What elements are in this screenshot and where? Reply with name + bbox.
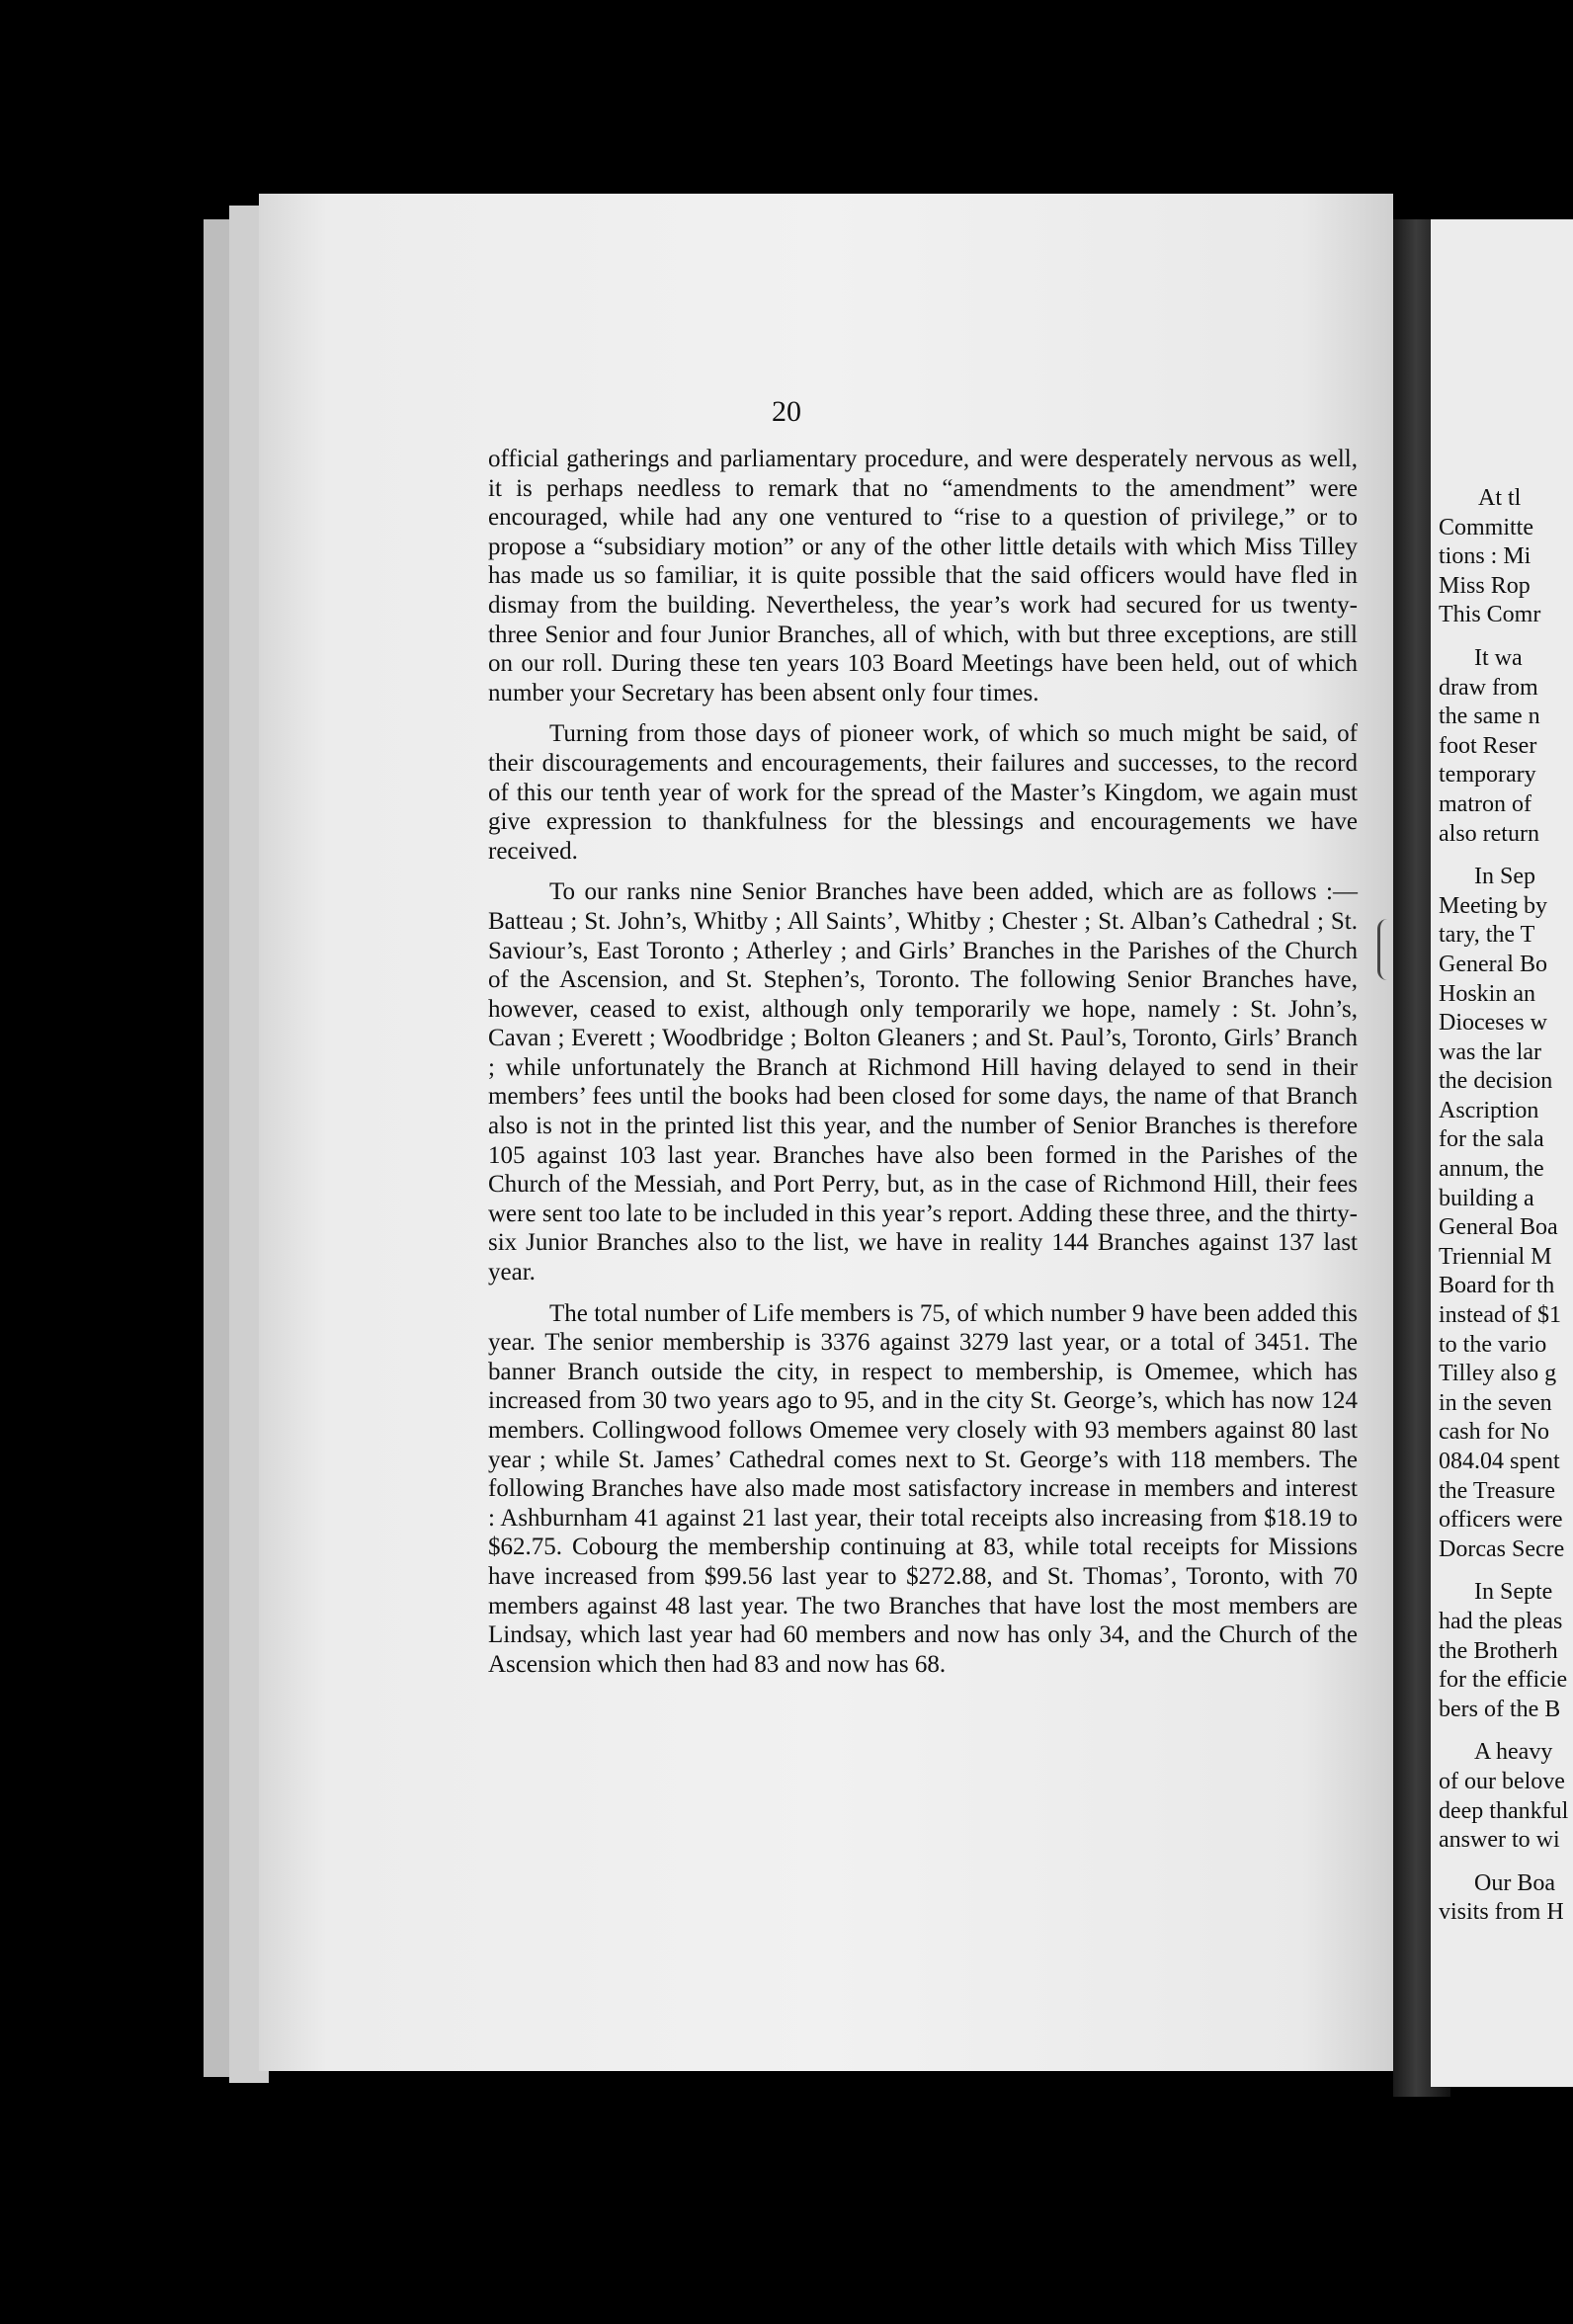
body-text <box>488 445 1358 1691</box>
facing-line: 084.04 spent <box>1439 1449 1560 1474</box>
facing-line: matron of <box>1439 790 1532 817</box>
facing-line: Hoskin an <box>1439 980 1535 1007</box>
facing-line: At tl <box>1478 485 1522 511</box>
facing-line: for the sala <box>1439 1126 1544 1153</box>
facing-line: building a <box>1439 1185 1534 1211</box>
facing-line: temporary <box>1439 762 1536 788</box>
facing-line: Committe <box>1439 514 1533 540</box>
facing-line: tary, the T <box>1439 922 1535 949</box>
facing-line: officers were <box>1439 1507 1563 1534</box>
facing-line: the decision <box>1439 1068 1553 1095</box>
facing-line: cash for No <box>1439 1419 1549 1446</box>
facing-line: for the efficie <box>1439 1667 1568 1694</box>
facing-line: Meeting by <box>1439 892 1547 919</box>
facing-page-text <box>1439 484 1573 1928</box>
facing-line: annum, the <box>1439 1156 1544 1183</box>
facing-line: the Treasure <box>1439 1477 1555 1504</box>
facing-line: Miss Rop <box>1439 572 1531 599</box>
facing-line: Dorcas Secre <box>1439 1536 1565 1562</box>
facing-line: deep thankful <box>1439 1797 1569 1824</box>
facing-line: It wa <box>1474 644 1523 671</box>
facing-line: answer to wi <box>1439 1827 1560 1854</box>
facing-line: also return <box>1439 820 1539 847</box>
facing-line: In Septe <box>1474 1579 1553 1606</box>
facing-line: In Sep <box>1474 864 1535 890</box>
facing-line: visits from H <box>1439 1899 1564 1926</box>
facing-line: to the vario <box>1439 1331 1547 1358</box>
facing-line: foot Reser <box>1439 732 1537 759</box>
facing-line: draw from <box>1439 674 1538 701</box>
facing-line: was the lar <box>1439 1038 1541 1065</box>
facing-line: had the pleas <box>1439 1608 1563 1634</box>
facing-line: bers of the B <box>1439 1696 1561 1722</box>
facing-line: Triennial M <box>1439 1243 1552 1270</box>
paragraph: To our ranks nine Senior Branches have been added, which are as follows :—Batteau ; St. John’s, Whitby ; All Saints’, Whitby ; Chester ; St. Alban’s Cathedral ; St. Saviour’s, East Toronto ; Atherley ; and Girls’ Branches in the Parishes of the Church of the Ascension, and St. Stephen’s, Toronto. The following Senior Branches have, however, ceased to exist, although only temporarily we hope, namely : St. John’s, Cavan ; Everett ; Woodbridge ; Bolton Gleaners ; and St. Paul’s, Toronto, Girls’ Branch ; while unfortunately the Branch at Richmond Hill having delayed to send in their members’ fees until the books had been closed for some days, the name of that Branch also is not in the printed list this year, and the number of Senior Branches is therefore 105 against 103 last year. Branches have also been formed in the Parishes of the Church of the Messiah, and Port Perry, but, as in the case of Richmond Hill, their fees were sent too late to be included in this year’s report. Adding these three, and the thirty-six Junior Branches also to the list, we have in reality 144 Branches against 137 last year. <box>488 878 1358 1286</box>
facing-line: Tilley also g <box>1439 1361 1557 1387</box>
margin-bracket-mark <box>1377 919 1402 980</box>
page-number: 20 <box>772 395 801 428</box>
facing-line: Dioceses w <box>1439 1010 1547 1037</box>
facing-line: This Comr <box>1439 602 1541 628</box>
paragraph: official gatherings and parliamentary procedure, and were desperately nervous as well, it is perhaps needless to remark that no “amendments to the amendment” were encouraged, while had any one ventured to “rise to a question of privilege,” or to propose a “subsidiary motion” or any of the other little details with which Miss Tilley has made us so familiar, it is quite possible that the said officers would have fled in dismay from the building. Nevertheless, the year’s work had secured for us twenty-three Senior and four Junior Branches, all of which, with but three exceptions, are still on our roll. During these ten years 103 Board Meetings have been held, out of which number your Secretary has been absent only four times. <box>488 446 1358 706</box>
facing-line: Board for th <box>1439 1273 1555 1299</box>
facing-line: the Brotherh <box>1439 1637 1558 1664</box>
facing-line: instead of $1 <box>1439 1302 1561 1329</box>
facing-line: of our belove <box>1439 1768 1565 1794</box>
facing-line: the same n <box>1439 704 1540 730</box>
facing-line: Ascription <box>1439 1097 1539 1123</box>
facing-line: General Boa <box>1439 1214 1558 1241</box>
paragraph: The total number of Life members is 75, of which number 9 have been added this year. The senior membership is 3376 against 3279 last year, or a total of 3451. The banner Branch outside the city, in respect to membership, is Omemee, which has increased from 30 two years ago to 95, and in the city St. George’s, which has now 124 members. Collingwood follows Omemee very closely with 93 members against 80 last year ; while St. James’ Cathedral comes next to St. George’s with 118 members. The following Branches have also made most satisfactory increase in members and interest : Ashburnham 41 against 21 last year, their total receipts also increasing from $18.19 to $62.75. Cobourg the membership continuing at 83, while total receipts for Missions have increased from $99.56 last year to $272.88, and St. Thomas’, Toronto, with 70 members against 48 last year. The two Branches that have lost the most members are Lindsay, which last year had 60 members and now has only 34, and the Church of the Ascension which then had 83 and now has 68. <box>488 1299 1358 1678</box>
facing-line: General Bo <box>1439 951 1547 977</box>
paragraph: Turning from those days of pioneer work, of which so much might be said, of their discouragements and encouragements, their failures and successes, to the record of this our tenth year of work for the spread of the Master’s Kingdom, we again must give expression to thankfulness for the blessings and encouragements we have received. <box>488 720 1358 865</box>
facing-line: tions : Mi <box>1439 543 1532 570</box>
facing-line: Our Boa <box>1474 1869 1555 1896</box>
facing-line: A heavy <box>1474 1739 1553 1766</box>
facing-line: in the seven <box>1439 1389 1552 1416</box>
